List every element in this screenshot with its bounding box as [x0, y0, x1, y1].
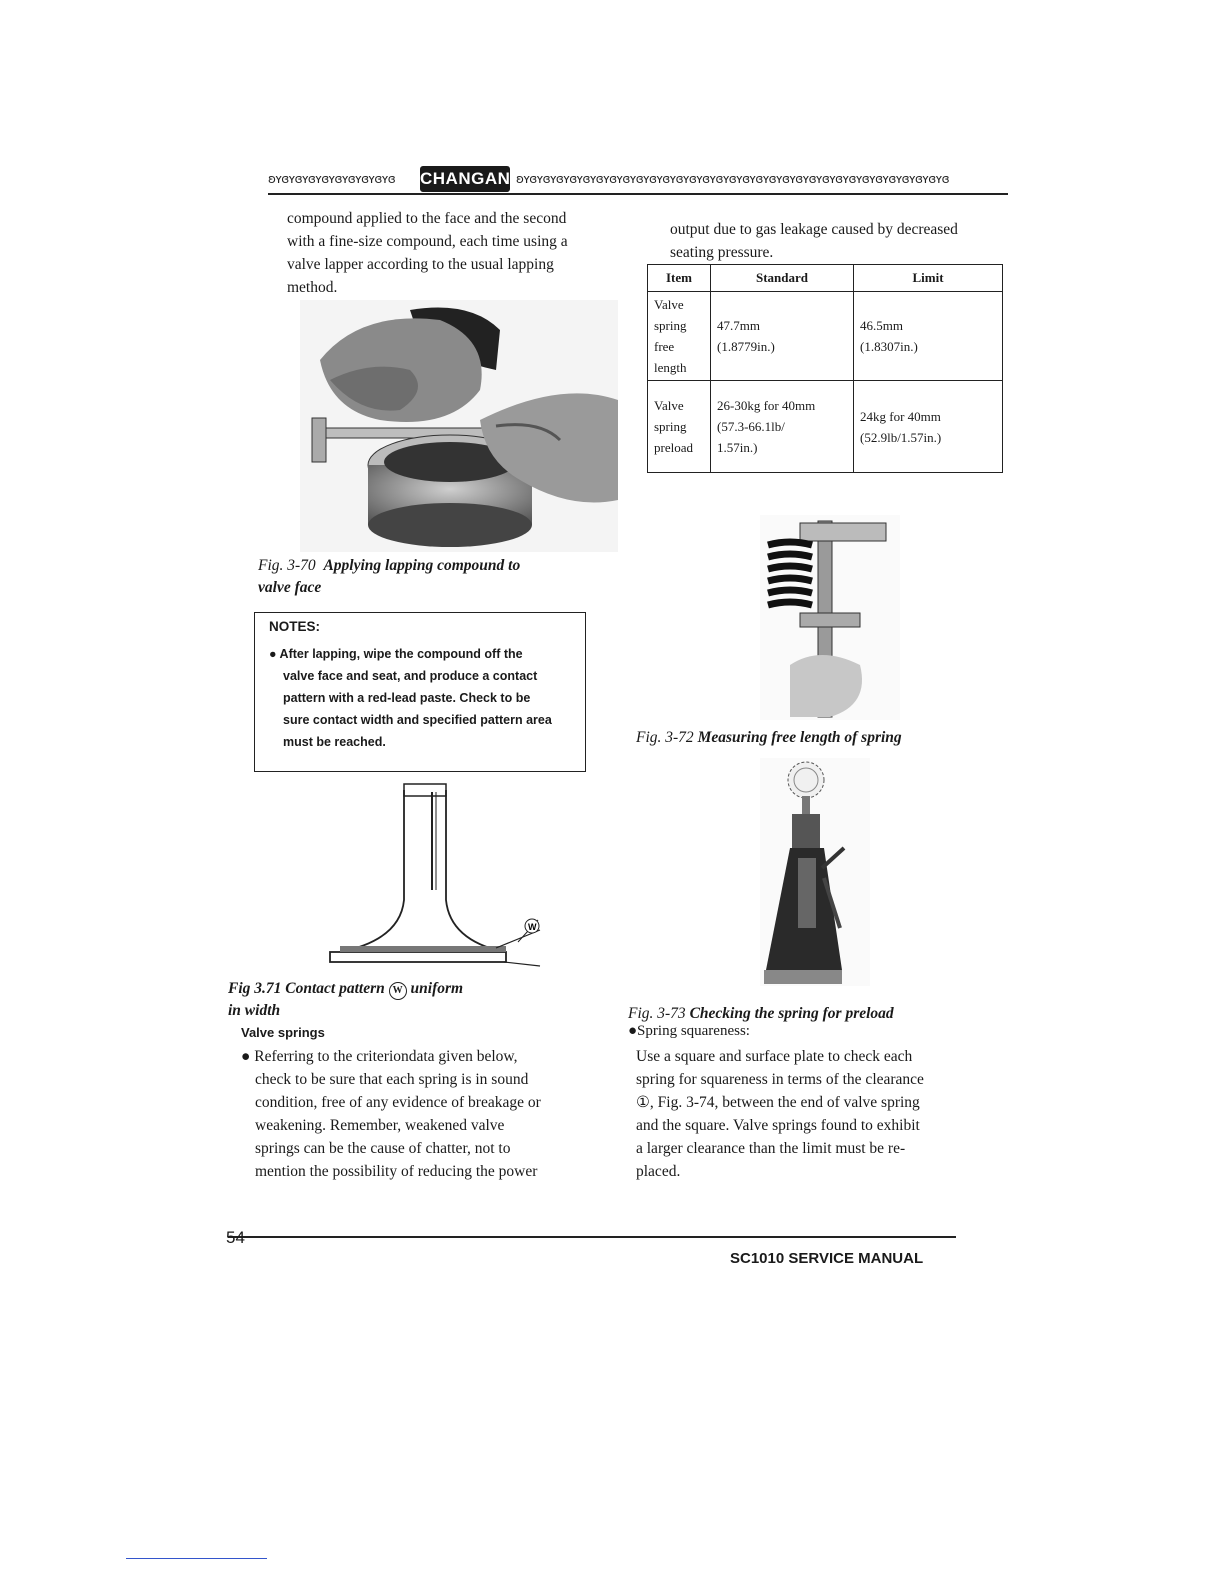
cell-line: free	[654, 339, 675, 354]
fig-3-71-caption	[228, 978, 588, 1022]
spec-table-wrapper	[647, 264, 1003, 473]
notes-line: ● After lapping, wipe the compound off the	[269, 647, 523, 661]
fig-3-72-caption	[636, 727, 1016, 749]
notes-text	[269, 643, 579, 753]
text-line: weakening. Remember, weakened valve	[255, 1117, 505, 1134]
text-line: condition, free of any evidence of breakage or	[255, 1094, 541, 1111]
cell-line: spring	[654, 318, 687, 333]
cell-line: 24kg for 40mm	[860, 408, 941, 424]
table-header: Item	[648, 265, 711, 292]
notes-box	[254, 612, 586, 772]
cell-line: 47.7mm	[717, 318, 760, 333]
figure-number: Fig. 3-70	[258, 557, 316, 574]
manual-title: SC1010 SERVICE MANUAL	[730, 1250, 924, 1267]
text-line: method.	[287, 279, 338, 296]
spring-preload-tester-photo	[760, 758, 870, 986]
text-line: spring for squareness in terms of the clearance	[636, 1071, 924, 1088]
figure-number: Fig. 3-72	[636, 729, 694, 746]
text-line: mention the possibility of reducing the power	[255, 1163, 538, 1180]
header-rule	[268, 193, 1008, 195]
left-paragraph-1	[287, 207, 617, 299]
text-line: compound applied to the face and the second	[287, 210, 567, 227]
page-number: 54	[226, 1228, 245, 1247]
text-line: with a fine-size compound, each time using a	[287, 233, 568, 250]
text-line: ● Referring to the criteriondata given below,	[241, 1048, 518, 1065]
table-cell	[648, 381, 711, 473]
table-row	[648, 292, 1003, 381]
text-line: valve lapper according to the usual lapping	[287, 256, 554, 273]
table-cell	[854, 292, 1003, 381]
w-symbol-icon: W	[389, 982, 407, 1000]
header-ornament-left: ʚʏɞʏɞʏɞʏɞʏɞʏɞʏɞʏɞʏɞ	[268, 172, 395, 186]
cell-line: preload	[654, 440, 693, 455]
cell-line: (1.8307in.)	[860, 339, 918, 354]
fig-3-70-caption	[258, 555, 618, 599]
cell-line: 46.5mm	[860, 318, 903, 333]
spec-table	[647, 264, 1003, 473]
lapping-compound-photo	[300, 300, 618, 552]
figure-title: Applying lapping compound to	[323, 557, 521, 574]
text-line: output due to gas leakage caused by decreased	[670, 221, 958, 238]
notes-title: NOTES:	[269, 619, 321, 634]
cell-line: spring	[654, 419, 687, 434]
text-line: a larger clearance than the limit must be re-	[636, 1140, 906, 1157]
cell-line: 1.57in.)	[717, 440, 758, 455]
text-line: springs can be the cause of chatter, not to	[255, 1140, 511, 1157]
figure-number: Fig 3.71	[228, 980, 282, 997]
notes-line: pattern with a red-lead paste. Check to be	[283, 691, 531, 705]
spring-caliper-photo	[760, 515, 900, 720]
right-paragraph-2	[636, 1045, 986, 1183]
table-row	[648, 381, 1003, 473]
figure-title: Checking the spring for preload	[689, 1005, 894, 1022]
cell-line: (52.9lb/1.57in.)	[860, 429, 942, 445]
notes-line: sure contact width and specified pattern area	[283, 713, 552, 727]
text-line: and the square. Valve springs found to exhibit	[636, 1117, 920, 1134]
figure-title-part: uniform	[410, 980, 464, 997]
table-header: Limit	[854, 265, 1003, 292]
table-header: Standard	[711, 265, 854, 292]
cell-line: Valve	[654, 297, 684, 312]
section-title-valve-springs: Valve springs	[241, 1025, 325, 1040]
svg-text:W: W	[528, 922, 537, 932]
page-header	[268, 166, 1008, 196]
text-line: placed.	[636, 1163, 681, 1180]
valve-contact-diagram	[300, 780, 560, 975]
figure-title: Contact pattern	[285, 980, 385, 997]
text-line: ①, Fig. 3-74, between the end of valve spring	[636, 1094, 920, 1111]
text-line: Use a square and surface plate to check each	[636, 1048, 913, 1065]
figure-number: Fig. 3-73	[628, 1005, 686, 1022]
cell-line: Valve	[654, 398, 684, 413]
brand-logo: CHANGAN	[420, 166, 510, 192]
cell-line: length	[654, 360, 687, 375]
notes-line: valve face and seat, and produce a contact	[283, 669, 538, 683]
footer-rule	[228, 1236, 956, 1238]
header-ornament-right: ʚʏɞʏɞʏɞʏɞʏɞʏɞʏɞʏɞʏɞʏɞʏɞʏɞʏɞʏɞʏɞʏɞʏɞʏɞʏɞʏɞʏɞʏɞʏɞʏɞʏɞʏɞʏɞʏɞʏɞʏɞʏɞʏɞ	[516, 172, 949, 186]
table-header-row	[648, 265, 1003, 292]
footnote-separator	[126, 1558, 267, 1559]
left-paragraph-2	[241, 1045, 591, 1183]
table-cell	[854, 381, 1003, 473]
table-cell	[648, 292, 711, 381]
notes-line: must be reached.	[283, 735, 386, 749]
text-line: check to be sure that each spring is in sound	[255, 1071, 529, 1088]
figure-title-cont: in width	[228, 1002, 281, 1019]
figure-title-cont: valve face	[258, 579, 322, 596]
table-cell	[711, 381, 854, 473]
cell-line: 26-30kg for 40mm	[717, 398, 816, 413]
figure-title: Measuring free length of spring	[697, 729, 902, 746]
right-paragraph-1	[670, 218, 1010, 264]
squareness-title: ●Spring squareness:	[628, 1023, 750, 1039]
cell-line: (1.8779in.)	[717, 339, 775, 354]
cell-line: (57.3-66.1lb/	[717, 419, 785, 434]
text-line: seating pressure.	[670, 244, 774, 261]
table-cell	[711, 292, 854, 381]
